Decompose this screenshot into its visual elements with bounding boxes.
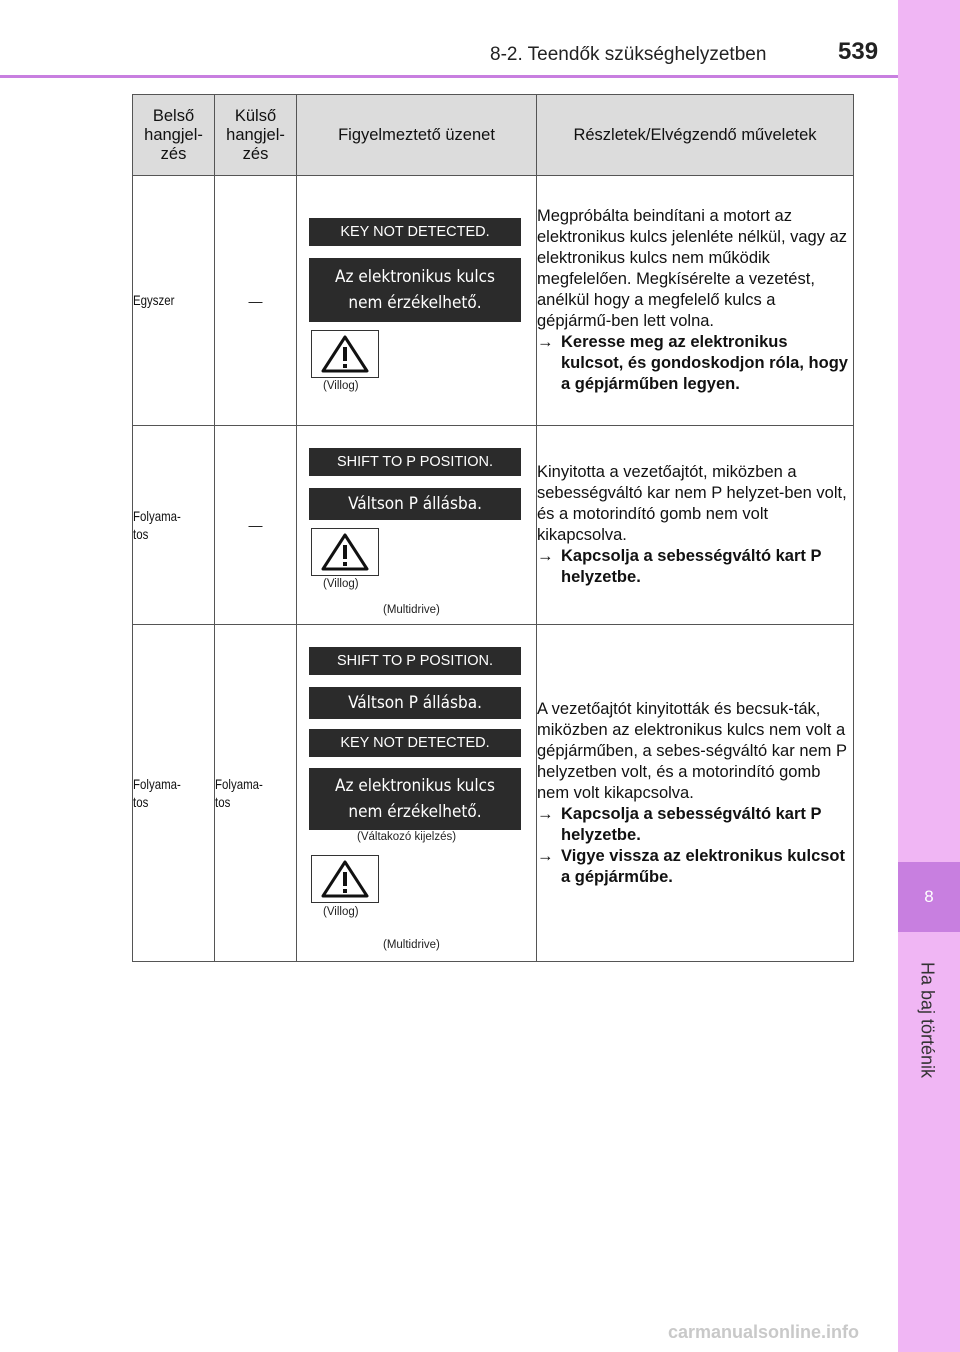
display-message-en: KEY NOT DETECTED.: [309, 729, 521, 757]
display-message-hu: Az elektronikus kulcs nem érzékelhető.: [309, 258, 521, 322]
header-details: Részletek/Elvégzendő műveletek: [537, 95, 854, 176]
page-number: 539: [838, 38, 879, 65]
multidrive-caption: (Multidrive): [383, 604, 440, 616]
action-item: → Vigye vissza az elektronikus kulcsot a gépjárműbe.: [537, 846, 845, 886]
display-message-en: SHIFT TO P POSITION.: [309, 448, 521, 476]
inner-sound-cell: Folyama- tos: [133, 625, 215, 962]
action-item: → Keresse meg az elektronikus kulcsot, és gondoskodjon róla, hogy a gépjárműben legyen.: [537, 333, 848, 393]
table-row: [133, 426, 854, 625]
header-inner-sound: Belső hangjel- zés: [133, 95, 215, 176]
flash-caption: (Villog): [323, 906, 359, 918]
display-message-en: KEY NOT DETECTED.: [309, 218, 521, 246]
display-message-hu: Váltson P állásba.: [309, 488, 521, 520]
flash-caption: (Villog): [323, 578, 359, 590]
chapter-label: Ha baj történik: [917, 961, 938, 1079]
warning-triangle-icon: [311, 855, 379, 903]
header-outer-sound: Külső hangjel- zés: [215, 95, 297, 176]
action-item: → Kapcsolja a sebességváltó kart P helyzetbe.: [537, 804, 822, 844]
action-item: → Kapcsolja a sebességváltó kart P helyzetbe.: [537, 547, 822, 586]
warning-message-cell: [297, 625, 537, 962]
alternating-caption: (Váltakozó kijelzés): [357, 831, 457, 843]
chapter-number: 8: [898, 862, 960, 932]
header-rule: [0, 75, 898, 78]
table-header-row: [133, 95, 854, 176]
warning-message-cell: [297, 176, 537, 426]
watermark: carmanualsonline.info: [668, 1322, 860, 1342]
warning-table: [132, 94, 854, 962]
inner-sound-cell: Egyszer: [133, 176, 215, 426]
multidrive-caption: (Multidrive): [383, 939, 440, 951]
header-warning-message: Figyelmeztető üzenet: [297, 95, 537, 176]
table-row: [133, 176, 854, 426]
details-cell: [537, 426, 854, 625]
outer-sound-cell: Folyama- tos: [215, 625, 297, 962]
details-text: A vezetőajtót kinyitották és becsuk-ták, miközben az elektronikus kulcs nem volt a gépjárműben, a sebes-ségváltó kar nem P helyzetben volt, és a motorindító gomb nem volt kikapcsolva.: [537, 699, 847, 802]
outer-sound-cell: —: [215, 176, 297, 426]
warning-triangle-icon: [311, 330, 379, 378]
section-title: 8-2. Teendők szükséghelyzetben: [490, 44, 767, 65]
warning-triangle-icon: [311, 528, 379, 576]
details-cell: [537, 625, 854, 962]
flash-caption: (Villog): [323, 380, 359, 392]
display-message-en: SHIFT TO P POSITION.: [309, 647, 521, 675]
side-tab: [898, 0, 960, 1352]
warning-message-cell: [297, 426, 537, 625]
display-message-hu: Az elektronikus kulcs nem érzékelhető.: [309, 768, 521, 830]
outer-sound-cell: —: [215, 426, 297, 625]
details-text: Megpróbálta beindítani a motort az elektronikus kulcs jelenléte nélkül, vagy az elektronikus kulcs nem működik megfelelően. Megkísérelte a vezetést, anélkül hogy a megfelelő kulcs a gépjármű-ben lett volna.: [537, 207, 847, 330]
display-message-hu: Váltson P állásba.: [309, 687, 521, 719]
inner-sound-cell: Folyama- tos: [133, 426, 215, 625]
table-row: [133, 625, 854, 962]
details-cell: [537, 176, 854, 426]
details-text: Kinyitotta a vezetőajtót, miközben a sebességváltó kar nem P helyzet-ben volt, és a motorindító gomb nem volt kikapcsolva.: [537, 463, 847, 544]
